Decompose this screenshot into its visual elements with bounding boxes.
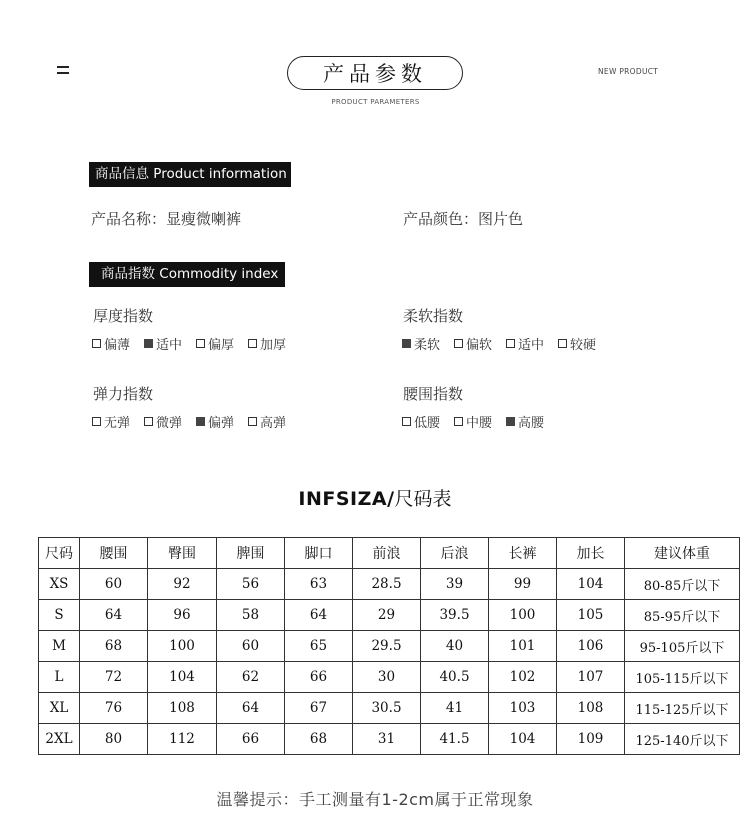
table-cell: 105 (557, 600, 625, 631)
table-cell: 28.5 (353, 569, 421, 600)
thickness-option (196, 334, 234, 353)
table-cell: 39.5 (421, 600, 489, 631)
table-cell: 65 (285, 631, 353, 662)
table-cell: 106 (557, 631, 625, 662)
table-cell: 30 (353, 662, 421, 693)
product-color-label: 产品颜色： (403, 210, 479, 228)
size-chart-header-cell: 前浪 (353, 538, 421, 569)
empty-box-icon (506, 339, 515, 348)
product-color-value: 图片色 (478, 210, 524, 228)
elasticity-option (144, 412, 182, 431)
elasticity-options (92, 412, 300, 431)
table-cell: 68 (285, 724, 353, 755)
page-title: 产品参数 (287, 56, 463, 90)
checked-box-icon (402, 339, 411, 348)
size-chart-header-cell: 后浪 (421, 538, 489, 569)
size-chart-header-cell: 脚口 (285, 538, 353, 569)
table-cell: 60 (80, 569, 148, 600)
waist-option-label: 低腰 (414, 416, 441, 431)
empty-box-icon (196, 339, 205, 348)
table-row (39, 600, 740, 631)
product-name-label: 产品名称： (91, 210, 167, 228)
waist-option (454, 412, 492, 431)
table-cell: 58 (217, 600, 285, 631)
elasticity-option-label: 无弹 (104, 416, 131, 431)
waist-option (506, 412, 544, 431)
table-cell: 108 (557, 693, 625, 724)
checked-box-icon (506, 417, 515, 426)
table-cell: 109 (557, 724, 625, 755)
table-cell: 64 (285, 600, 353, 631)
table-cell: 105-115斤以下 (625, 662, 740, 693)
thickness-option (92, 334, 130, 353)
table-cell: 31 (353, 724, 421, 755)
softness-option-label: 柔软 (414, 338, 441, 353)
size-chart-header-cell: 建议体重 (625, 538, 740, 569)
new-product-label: NEW PRODUCT (598, 67, 659, 76)
table-cell: 66 (285, 662, 353, 693)
table-cell: 40 (421, 631, 489, 662)
table-cell: 80 (80, 724, 148, 755)
table-cell: 100 (489, 600, 557, 631)
section-header-index: 商品指数 Commodity index (89, 262, 285, 287)
menu-icon[interactable] (57, 66, 69, 78)
size-chart-header-cell: 尺码 (39, 538, 80, 569)
waist-option (402, 412, 440, 431)
table-cell: 115-125斤以下 (625, 693, 740, 724)
product-name-field (91, 208, 241, 229)
table-cell: 92 (148, 569, 217, 600)
table-cell: 60 (217, 631, 285, 662)
table-cell: 112 (148, 724, 217, 755)
product-name-value: 显瘦微喇裤 (166, 210, 242, 228)
table-cell: M (39, 631, 80, 662)
waist-index-title: 腰围指数 (403, 385, 464, 403)
size-chart-header-cell: 长裤 (489, 538, 557, 569)
table-row (39, 569, 740, 600)
table-row (39, 724, 740, 755)
waist-options (402, 412, 558, 431)
empty-box-icon (454, 417, 463, 426)
softness-option-label: 较硬 (570, 338, 597, 353)
empty-box-icon (454, 339, 463, 348)
size-chart-title-en: INFSIZA/ (298, 488, 395, 510)
table-cell: 85-95斤以下 (625, 600, 740, 631)
elasticity-option-label: 偏弹 (208, 416, 235, 431)
thickness-option (248, 334, 286, 353)
size-chart-header-cell: 臀围 (148, 538, 217, 569)
waist-option-label: 高腰 (518, 416, 545, 431)
elasticity-option (196, 412, 234, 431)
table-cell: 2XL (39, 724, 80, 755)
size-chart-title (0, 484, 750, 511)
empty-box-icon (92, 417, 101, 426)
thickness-option-label: 适中 (156, 338, 183, 353)
softness-option (558, 334, 596, 353)
thickness-option (144, 334, 182, 353)
table-cell: 66 (217, 724, 285, 755)
softness-option (506, 334, 544, 353)
thickness-options (92, 334, 300, 353)
empty-box-icon (402, 417, 411, 426)
checked-box-icon (196, 417, 205, 426)
softness-options (402, 334, 610, 353)
thickness-index-title: 厚度指数 (93, 307, 154, 325)
table-cell: 100 (148, 631, 217, 662)
thickness-option-label: 加厚 (260, 338, 287, 353)
empty-box-icon (248, 417, 257, 426)
thickness-option-label: 偏厚 (208, 338, 235, 353)
table-cell: 63 (285, 569, 353, 600)
table-cell: 80-85斤以下 (625, 569, 740, 600)
softness-index-title: 柔软指数 (403, 307, 464, 325)
table-cell: 99 (489, 569, 557, 600)
table-cell: 68 (80, 631, 148, 662)
table-cell: 103 (489, 693, 557, 724)
table-cell: XS (39, 569, 80, 600)
table-cell: 72 (80, 662, 148, 693)
softness-option (402, 334, 440, 353)
waist-option-label: 中腰 (466, 416, 493, 431)
table-cell: 30.5 (353, 693, 421, 724)
thickness-option-label: 偏薄 (104, 338, 131, 353)
table-cell: 41 (421, 693, 489, 724)
table-cell: 29.5 (353, 631, 421, 662)
table-cell: XL (39, 693, 80, 724)
table-cell: 101 (489, 631, 557, 662)
table-row (39, 693, 740, 724)
table-cell: 64 (217, 693, 285, 724)
table-cell: 76 (80, 693, 148, 724)
table-cell: 104 (489, 724, 557, 755)
size-chart-table (38, 537, 740, 755)
table-cell: 108 (148, 693, 217, 724)
empty-box-icon (558, 339, 567, 348)
empty-box-icon (144, 417, 153, 426)
elasticity-option-label: 高弹 (260, 416, 287, 431)
measurement-tip: 温馨提示：手工测量有1-2cm属于正常现象 (216, 790, 534, 809)
table-cell: 62 (217, 662, 285, 693)
size-chart-header-cell: 加长 (557, 538, 625, 569)
table-cell: 95-105斤以下 (625, 631, 740, 662)
table-cell: 39 (421, 569, 489, 600)
page-subtitle: PRODUCT PARAMETERS (331, 98, 420, 106)
product-color-field (403, 208, 523, 229)
table-cell: 40.5 (421, 662, 489, 693)
table-cell: 125-140斤以下 (625, 724, 740, 755)
table-cell: 41.5 (421, 724, 489, 755)
size-chart-header-cell: 腰围 (80, 538, 148, 569)
size-chart-title-cn: 尺码表 (394, 488, 452, 510)
table-cell: S (39, 600, 80, 631)
size-chart-header-cell: 脾围 (217, 538, 285, 569)
table-cell: 102 (489, 662, 557, 693)
checked-box-icon (144, 339, 153, 348)
elasticity-option (92, 412, 130, 431)
table-cell: 104 (557, 569, 625, 600)
softness-option-label: 偏软 (466, 338, 493, 353)
empty-box-icon (248, 339, 257, 348)
elasticity-option-label: 微弹 (156, 416, 183, 431)
table-cell: 64 (80, 600, 148, 631)
table-cell: 104 (148, 662, 217, 693)
empty-box-icon (92, 339, 101, 348)
table-cell: 107 (557, 662, 625, 693)
table-row (39, 662, 740, 693)
elasticity-index-title: 弹力指数 (93, 385, 154, 403)
table-cell: 96 (148, 600, 217, 631)
softness-option (454, 334, 492, 353)
section-header-info: 商品信息 Product information (89, 162, 291, 187)
table-cell: 67 (285, 693, 353, 724)
table-cell: 56 (217, 569, 285, 600)
size-chart-header-row (39, 538, 740, 569)
table-row (39, 631, 740, 662)
softness-option-label: 适中 (518, 338, 545, 353)
elasticity-option (248, 412, 286, 431)
table-cell: L (39, 662, 80, 693)
table-cell: 29 (353, 600, 421, 631)
